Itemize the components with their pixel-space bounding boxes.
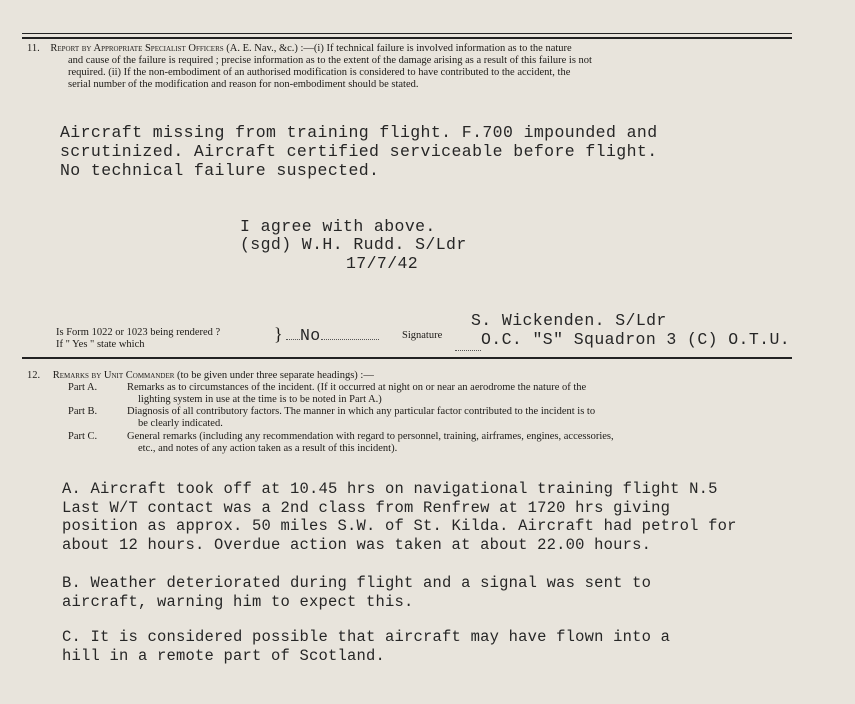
typed-agree-2: (sgd) W.H. Rudd. S/Ldr <box>240 235 467 254</box>
signature-name: S. Wickenden. S/Ldr <box>471 311 667 330</box>
section-11-line-1: and cause of the failure is required ; precise information as to the extent of the damage arising as a result of this failure is not <box>68 55 592 66</box>
typed-c-2: hill in a remote part of Scotland. <box>62 647 386 665</box>
part-a-line-1: Remarks as to circumstances of the incident. (If it occurred at night on or near an aerodrome the nature of the <box>127 382 587 393</box>
top-rule-thick <box>22 37 792 39</box>
top-rule <box>22 33 792 34</box>
section-11-line-3: serial number of the modification and reason for non-embodiment should be stated. <box>68 79 419 90</box>
section-12-heading <box>27 370 374 383</box>
form-question-1: Is Form 1022 or 1023 being rendered ? <box>56 327 221 338</box>
typed-technical-1: Aircraft missing from training flight. F.700 impounded and <box>60 123 658 142</box>
form-question-2: If " Yes " state which <box>56 339 145 350</box>
signature-dots <box>455 338 481 356</box>
part-a-line-2: lighting system in use at the time is to be noted in Part A.) <box>138 394 382 405</box>
part-c-line-2: etc., and notes of any action taken as a result of this incident). <box>138 443 398 454</box>
typed-a-1: A. Aircraft took off at 10.45 hrs on navigational training flight N.5 <box>62 480 718 498</box>
typed-b-1: B. Weather deteriorated during flight and a signal was sent to <box>62 574 652 592</box>
section-12-title-tail: (to be given under three separate headings) :— <box>177 370 374 381</box>
part-b-line-1: Diagnosis of all contributory factors. The manner in which any particular factor contributed to the incident is to <box>127 406 596 417</box>
typed-a-2: Last W/T contact was a 2nd class from Renfrew at 1720 hrs giving <box>62 499 671 517</box>
part-b-line-2: be clearly indicated. <box>138 418 223 429</box>
section-11-number: 11. <box>27 43 40 54</box>
section-12-number: 12. <box>27 370 41 381</box>
typed-c-1: C. It is considered possible that aircraft may have flown into a <box>62 628 671 646</box>
typed-b-2: aircraft, warning him to expect this. <box>62 593 414 611</box>
section-12-title: Remarks by Unit Commander <box>52 370 175 381</box>
signature-label: Signature <box>402 330 443 341</box>
section-11-title-tail: (A. E. Nav., &c.) :—(i) If technical failure is involved information as to the nature <box>226 43 572 54</box>
typed-technical-2: scrutinized. Aircraft certified serviceable before flight. <box>60 142 658 161</box>
typed-technical-3: No technical failure suspected. <box>60 161 380 180</box>
section-11-title: Report by Appropriate Specialist Officers <box>50 43 224 54</box>
part-c-line-1: General remarks (including any recommendation with regard to personnel, training, airframes, engines, accessories, <box>127 431 614 442</box>
section-11-line-2: required. (ii) If the non-embodiment of an authorised modification is considered to have contributed to the accident, the <box>68 67 571 78</box>
signature-unit: O.C. "S" Squadron 3 (C) O.T.U. <box>481 330 791 349</box>
part-b-label: Part B. <box>68 406 98 417</box>
typed-a-3: position as approx. 50 miles S.W. of St. Kilda. Aircraft had petrol for <box>62 517 737 535</box>
section-divider <box>22 357 792 359</box>
part-a-label: Part A. <box>68 382 98 393</box>
section-11-heading <box>27 43 572 56</box>
form-answer-field <box>286 326 379 345</box>
part-c-label: Part C. <box>68 431 98 442</box>
form-answer: No <box>300 326 321 345</box>
typed-a-4: about 12 hours. Overdue action was taken at about 22.00 hours. <box>62 536 652 554</box>
typed-agree-3: 17/7/42 <box>346 254 419 273</box>
form-brace: } <box>274 324 283 344</box>
typed-agree-1: I agree with above. <box>240 217 436 236</box>
